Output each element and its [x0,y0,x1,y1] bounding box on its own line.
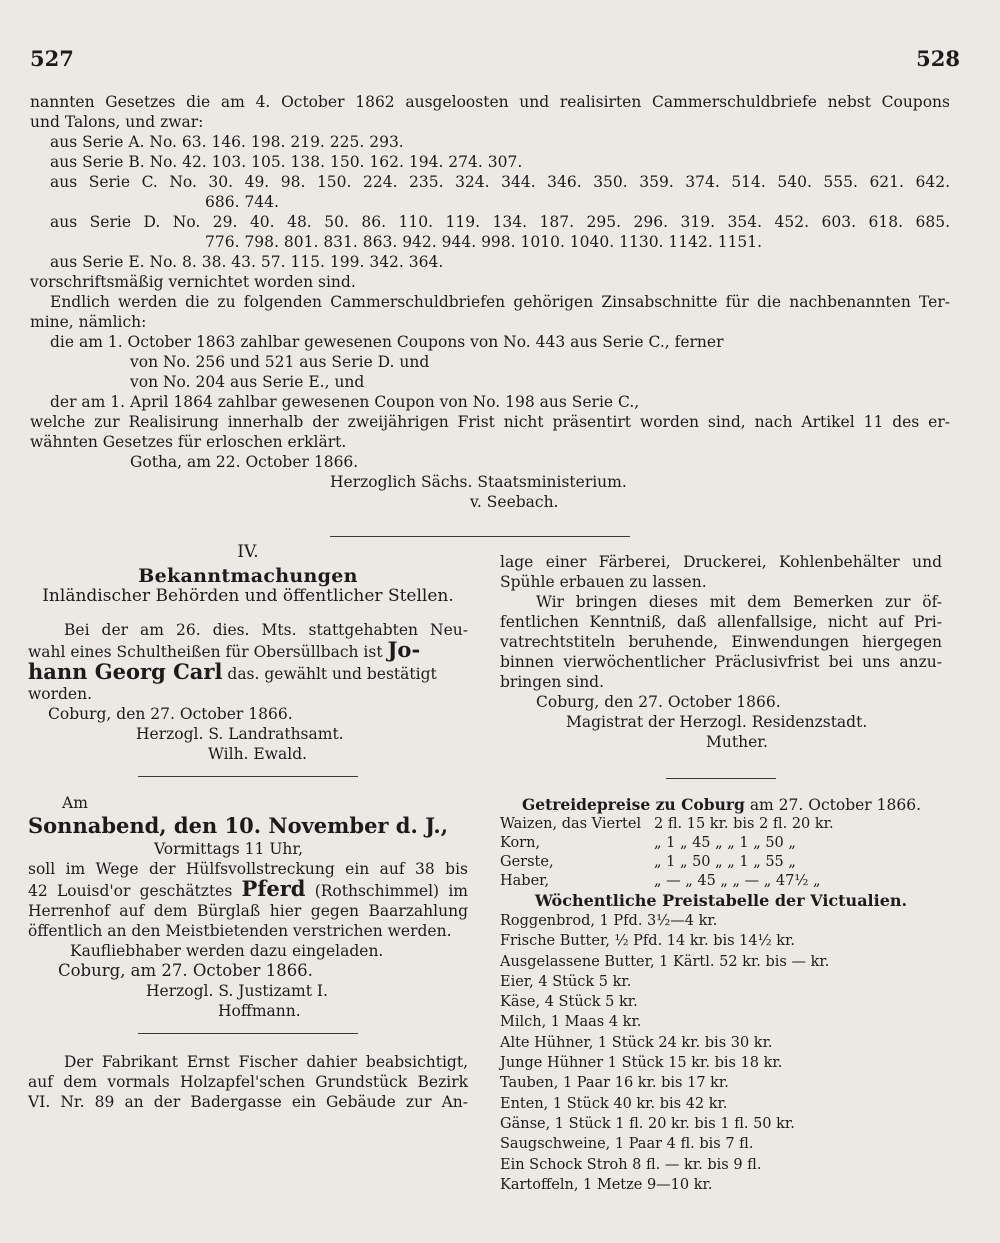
place-date: Coburg, den 27. October 1866. [536,693,781,711]
text-line: nannten Gesetzes die am 4. October 1862 ausgeloosten und realisirten Cammerschuldbriefe nebst Coupons [30,93,950,111]
list-item: Milch, 1 Maas 4 kr. [500,1014,642,1031]
text-line: Wir bringen dieses mit dem Bemerken zur öf- [536,593,942,611]
list-item: Junge Hühner 1 Stück 15 kr. bis 18 kr. [500,1055,783,1072]
divider [138,776,358,777]
text-line: worden. [28,685,93,703]
text-line: welche zur Realisirung innerhalb der zweijährigen Frist nicht präsentirt worden sind, nach Artikel 11 des er- [30,413,950,431]
page-number-left: 527 [30,46,74,71]
commodity: Korn, [500,835,541,851]
text-line: und Talons, und zwar: [30,113,204,131]
text-line: vatrechtstiteln beruhende, Einwendungen hiergegen [500,633,942,651]
item-name: Pferd [241,876,306,901]
text-line: vorschriftsmäßig vernichtet worden sind. [30,273,356,291]
text-line: Herrenhof auf dem Bürglaß hier gegen Baarzahlung [28,902,468,920]
text-line: auf dem vormals Holzapfel'schen Grundstück Bezirk [28,1073,468,1091]
text-line: von No. 204 aus Serie E., und [130,373,365,391]
series-line: 776. 798. 801. 831. 863. 942. 944. 998. 1010. 1040. 1130. 1142. 1151. [205,233,763,251]
list-item: Saugschweine, 1 Paar 4 fl. bis 7 fl. [500,1136,754,1153]
section-heading: Bekanntmachungen [138,565,358,587]
text-line: wahl eines Schultheißen für Obersüllbach ist [28,643,383,661]
text-line: von No. 256 und 521 aus Serie D. und [130,353,430,371]
text-line: Kaufliebhaber werden dazu eingeladen. [70,942,384,960]
text-line: die am 1. October 1863 zahlbar gewesenen Coupons von No. 443 aus Serie C., ferner [50,333,724,351]
place-date: Coburg, am 27. October 1866. [58,961,313,980]
person-name: Jo- [387,637,421,662]
text-line: das. gewählt und bestätigt [227,665,437,683]
series-line: aus Serie A. No. 63. 146. 198. 219. 225. 293. [50,133,404,151]
section-number: IV. [237,542,259,562]
text-line: VI. Nr. 89 an der Badergasse ein Gebäude zur An- [28,1093,468,1111]
commodity: Waizen, das Viertel [500,816,642,832]
text-line: Am [62,794,88,812]
text-line: lage einer Färberei, Druckerei, Kohlenbehälter und [500,553,942,571]
notice-auction [28,793,468,1021]
grain-prices [500,795,942,891]
text-line: Spühle erbauen zu lassen. [500,573,707,591]
divider [666,778,776,779]
signer: Wilh. Ewald. [208,745,308,763]
divider [330,536,630,537]
list-item: Kartoffeln, 1 Metze 9—10 kr. [500,1176,713,1193]
authority: Herzoglich Sächs. Staatsministerium. [330,473,627,491]
text-line: 42 Louisd'or geschätztes [28,882,233,900]
signer: Muther. [706,733,768,751]
signer: v. Seebach. [470,493,559,511]
place-date: Gotha, am 22. October 1866. [130,453,359,471]
list-item: Enten, 1 Stück 40 kr. bis 42 kr. [500,1095,728,1112]
text-line: Der Fabrikant Ernst Fischer dahier beabsichtigt, [64,1053,468,1071]
price: „ 1 „ 45 „ „ 1 „ 50 „ [654,835,796,851]
victuals-title: Wöchentliche Preistabelle der Victualien. [534,891,908,910]
price: 2 fl. 15 kr. bis 2 fl. 20 kr. [654,816,834,832]
authority: Herzogl. S. Landrathsamt. [136,725,344,743]
signer: Hoffmann. [218,1002,301,1020]
divider [138,1033,358,1034]
notice-factory [28,1052,468,1112]
text-line: Bei der am 26. dies. Mts. stattgehabten Neu- [64,621,468,639]
grain-prices-date: am 27. October 1866. [749,796,922,814]
series-line: aus Serie D. No. 29. 40. 48. 50. 86. 110. 119. 134. 187. 295. 296. 319. 354. 452. 603. 618. 685. [50,213,950,231]
victuals-prices [500,891,942,1195]
text-line: öffentlich an den Meistbietenden verstrichen werden. [28,922,452,940]
list-item: Gänse, 1 Stück 1 fl. 20 kr. bis 1 fl. 50 kr. [500,1115,795,1132]
page-number-right: 528 [916,46,960,71]
text-line: Endlich werden die zu folgenden Cammerschuldbriefen gehörigen Zinsabschnitte für die nachbenannten Ter- [50,293,950,311]
text-line: binnen vierwöchentlicher Präclusivfrist bei uns anzu- [500,653,942,671]
notice-factory-continued [500,552,942,752]
list-item: Ein Schock Stroh 8 fl. — kr. bis 9 fl. [500,1156,762,1173]
auction-time: Vormittags 11 Uhr, [154,840,303,858]
text-line: (Rothschimmel) im [314,882,468,900]
table-row [500,853,840,872]
table-row [500,872,840,891]
victuals-list [500,911,942,1195]
commodity: Gerste, [500,854,554,870]
table-row [500,834,840,853]
text-line: bringen sind. [500,673,605,691]
notice-election [28,620,468,764]
list-item: Roggenbrod, 1 Pfd. 3½—4 kr. [500,913,718,929]
authority: Magistrat der Herzogl. Residenzstadt. [566,713,868,731]
text-line: der am 1. April 1864 zahlbar gewesenen Coupon von No. 198 aus Serie C., [50,393,640,411]
person-name: hann Georg Carl [28,659,223,684]
series-line: aus Serie B. No. 42. 103. 105. 138. 150. 162. 194. 274. 307. [50,153,523,171]
text-line: soll im Wege der Hülfsvollstreckung ein auf 38 bis [28,860,468,878]
price: „ — „ 45 „ „ — „ 47½ „ [654,873,821,889]
section-subheading: Inländischer Behörden und öffentlicher Stellen. [42,586,454,606]
place-date: Coburg, den 27. October 1866. [48,705,293,723]
list-item: Ausgelassene Butter, 1 Kärtl. 52 kr. bis — kr. [500,953,830,970]
list-item: Alte Hühner, 1 Stück 24 kr. bis 30 kr. [500,1034,773,1051]
left-column [28,542,468,1112]
text-line: wähnten Gesetzes für erloschen erklärt. [30,433,347,451]
list-item: Käse, 4 Stück 5 kr. [500,994,638,1011]
table-row [500,815,840,834]
series-line: 686. 744. [205,193,279,211]
authority: Herzogl. S. Justizamt I. [146,982,328,1000]
auction-date: Sonnabend, den 10. November d. J., [28,813,449,838]
text-line: fentlichen Kenntniß, daß allenfallsige, nicht auf Pri- [500,613,942,631]
list-item: Frische Butter, ½ Pfd. 14 kr. bis 14½ kr. [500,933,796,950]
list-item: Eier, 4 Stück 5 kr. [500,973,632,990]
price: „ 1 „ 50 „ „ 1 „ 55 „ [654,854,796,870]
text-line: mine, nämlich: [30,313,147,331]
top-notice [30,92,950,512]
series-line: aus Serie C. No. 30. 49. 98. 150. 224. 235. 324. 344. 346. 350. 359. 374. 514. 540. 555. 621. 642. [50,173,950,191]
commodity: Haber, [500,873,550,889]
grain-prices-title: Getreidepreise zu Coburg [522,795,745,814]
grain-price-table [500,815,840,891]
series-line: aus Serie E. No. 8. 38. 43. 57. 115. 199. 342. 364. [50,253,444,271]
right-column [500,552,942,1195]
list-item: Tauben, 1 Paar 16 kr. bis 17 kr. [500,1075,729,1092]
